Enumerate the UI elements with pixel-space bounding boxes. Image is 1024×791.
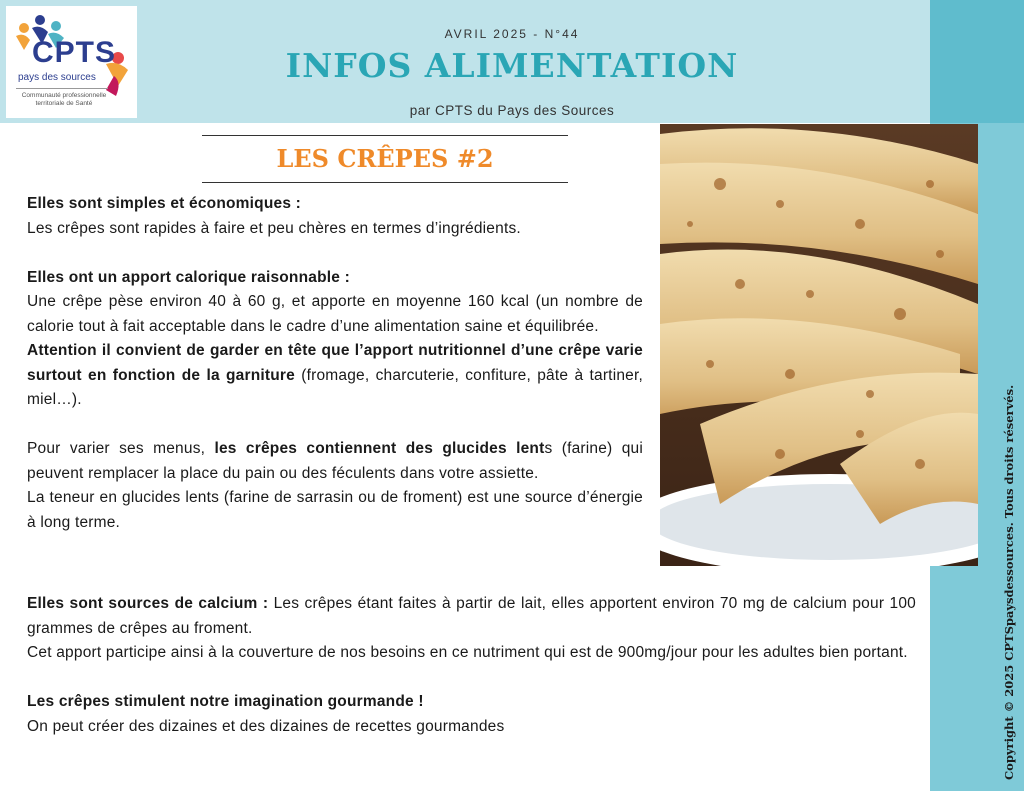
paragraph-glucides: Pour varier ses menus, les crêpes contiennent des glucides lents (farine) qui peuvent remplacer la place du pain ou des féculents dans votre assiette.	[27, 440, 643, 482]
paragraph-heading: Les crêpes stimulent notre imagination gourmande !	[27, 693, 424, 710]
logo-subtitle: pays des sources	[18, 72, 96, 83]
section-rule-bottom	[202, 182, 568, 183]
paragraph-heading: Elles ont un apport calorique raisonnable :	[27, 268, 350, 286]
logo-tagline: Communauté professionnelle territoriale de Santé	[21, 92, 107, 107]
issue-label: AVRIL 2025 - N°44	[444, 27, 580, 41]
paragraph: Les crêpes sont rapides à faire et peu chères en termes d’ingrédients.	[27, 219, 521, 237]
paragraph-heading: Elles sont simples et économiques :	[27, 195, 302, 212]
logo-name: CPTS	[32, 36, 117, 69]
page-title: INFOS ALIMENTATION	[285, 46, 739, 85]
byline: par CPTS du Pays des Sources	[409, 103, 615, 118]
article-lower	[27, 592, 916, 739]
article-column	[27, 192, 643, 535]
paragraph: La teneur en glucides lents (farine de sarrasin ou de froment) est une source d’énergie à long terme.	[27, 489, 643, 531]
paragraph-warning: Attention il convient de garder en tête que l’apport nutritionnel d’une crêpe varie surtout en fonction de la garniture (fromage, charcuterie, confiture, pâte à tartiner, miel…).	[27, 342, 643, 408]
cpts-logo	[6, 6, 137, 118]
paragraph-calcium: Elles sont sources de calcium : Les crêpes étant faites à partir de lait, elles apportent environ 70 mg de calcium pour 100 grammes de crêpes au froment.	[27, 595, 916, 637]
copyright-notice: Copyright © 2025 CPTSpaysdessources. Tous droits réservés.	[1002, 384, 1016, 780]
paragraph: On peut créer des dizaines et des dizaines de recettes gourmandes	[27, 717, 505, 735]
crepes-photo	[660, 124, 978, 566]
paragraph: Une crêpe pèse environ 40 à 60 g, et apporte en moyenne 160 kcal (un nombre de calorie tout à fait acceptable dans le cadre d’une alimentation saine et équilibrée.	[27, 293, 643, 335]
section-rule-top	[202, 135, 568, 136]
right-strip-top	[930, 0, 1024, 123]
logo-divider	[16, 88, 108, 89]
paragraph: Cet apport participe ainsi à la couverture de nos besoins en ce nutriment qui est de 900mg/jour pour les adultes bien portant.	[27, 644, 908, 661]
section-title: LES CRÊPES #2	[276, 144, 494, 173]
